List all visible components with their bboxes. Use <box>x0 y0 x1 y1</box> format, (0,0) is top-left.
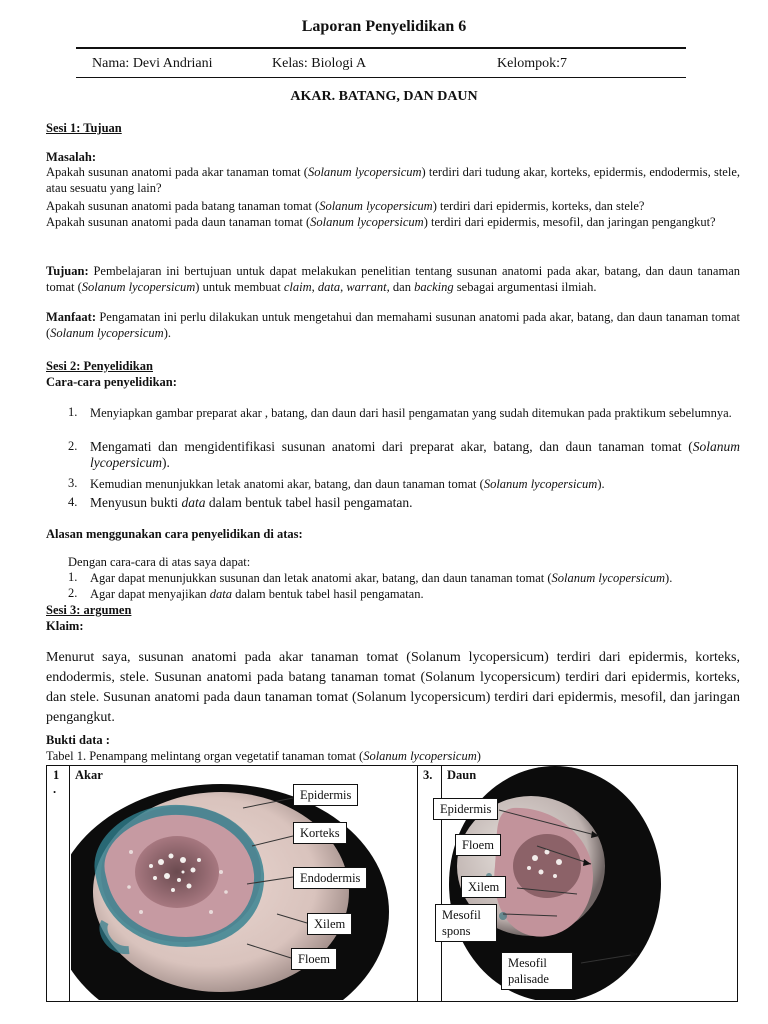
akar-header: Akar <box>75 768 103 782</box>
table-caption: Tabel 1. Penampang melintang organ vegetatif tanaman tomat (Solanum lycopersicum) <box>46 749 481 763</box>
kelompok-field: Kelompok:7 <box>497 56 567 71</box>
manfaat-paragraph <box>46 309 740 341</box>
daun-label-mesofil-spons: Mesofil spons <box>435 904 497 942</box>
alasan-text: Agar dapat menyajikan data dalam bentuk tabel hasil pengamatan. <box>90 587 424 601</box>
row-number-dot: . <box>53 782 57 796</box>
daun-label-mesofil-palisade: Mesofil palisade <box>501 952 573 990</box>
alasan-intro: Dengan cara-cara di atas saya dapat: <box>68 555 251 569</box>
step-number: 1. <box>68 405 78 419</box>
sesi1-heading: Sesi 1: Tujuan <box>46 121 122 135</box>
akar-label-endodermis: Endodermis <box>293 867 367 889</box>
klaim-text: Menurut saya, susunan anatomi pada akar tanaman tomat (Solanum lycopersicum) terdiri dari epidermis, korteks, endodermis, stele. Susunan anatomi pada batang tanaman tomat (Solanum lycopersicum) terdiri dari epidermis, korteks, dan stele. Susunan anatomi pada daun tanaman tomat (Solanum lycopersicum) terdiri dari epidermis, mesofil, dan jaringan pengangkut. <box>46 650 740 725</box>
page-title: Laporan Penyelidikan 6 <box>301 18 467 35</box>
daun-header: Daun <box>447 768 477 782</box>
manfaat-label: Manfaat: <box>46 310 96 324</box>
masalah-2: Apakah susunan anatomi pada batang tanaman tomat (Solanum lycopersicum) terdiri dari epidermis, korteks, dan stele? <box>46 199 645 213</box>
row-number: 1 <box>53 768 60 782</box>
akar-label-korteks: Korteks <box>293 822 347 844</box>
alasan-text: Agar dapat menunjukkan susunan dan letak anatomi akar, batang, dan daun tanaman tomat (Solanum lycopersicum). <box>90 571 673 585</box>
header-rule-bottom <box>76 77 686 78</box>
masalah-3: Apakah susunan anatomi pada daun tanaman tomat (Solanum lycopersicum) terdiri dari epidermis, mesofil, dan jaringan pengangkut? <box>46 215 716 229</box>
header-rule-top <box>76 47 686 49</box>
step-text: Menyiapkan gambar preparat akar , batang, dan daun dari hasil pengamatan yang sudah ditemukan pada praktikum sebelumnya. <box>90 406 732 420</box>
step-text: Menyusun bukti data dalam bentuk tabel hasil pengamatan. <box>90 495 413 510</box>
sesi2-heading: Sesi 2: Penyelidikan <box>46 359 153 373</box>
tujuan-label: Tujuan: <box>46 264 89 278</box>
kelas-field: Kelas: Biologi A <box>272 56 367 71</box>
alasan-label: Alasan menggunakan cara penyelidikan di atas: <box>46 527 303 541</box>
akar-label-xilem: Xilem <box>307 913 352 935</box>
klaim-label: Klaim: <box>46 619 84 633</box>
row-number: 3. <box>423 768 433 782</box>
step-text: Kemudian menunjukkan letak anatomi akar, batang, dan daun tanaman tomat (Solanum lycopersicum). <box>90 477 605 491</box>
tujuan-paragraph <box>46 263 740 295</box>
daun-label-floem: Floem <box>455 834 501 856</box>
evidence-table <box>46 765 738 1002</box>
akar-label-epidermis: Epidermis <box>293 784 358 806</box>
daun-label-epidermis: Epidermis <box>433 798 498 820</box>
label-leader-lines <box>47 766 737 1001</box>
manfaat-text: Pengamatan ini perlu dilakukan untuk mengetahui dan memahami susunan anatomi pada akar, batang, dan daun tanaman tomat (Solanum lycopersicum). <box>46 310 741 340</box>
tujuan-text: Pembelajaran ini bertujuan untuk dapat melakukan penelitian tentang susunan anatomi pada akar, batang, dan daun tanaman tomat (Solanum lycopersicum) untuk membuat claim, data, warrant, dan backing sebagai argumentasi ilmiah. <box>46 264 740 294</box>
sesi3-heading: Sesi 3: argumen <box>46 603 132 617</box>
step-number: 4. <box>68 495 78 509</box>
bukti-label: Bukti data : <box>46 733 110 747</box>
step-text: Mengamati dan mengidentifikasi susunan anatomi dari preparat akar, batang, dan daun tanaman tomat (Solanum lycopersicum). <box>90 439 740 470</box>
daun-label-xilem: Xilem <box>461 876 506 898</box>
akar-label-floem: Floem <box>291 948 337 970</box>
step-number: 2. <box>68 439 78 453</box>
alasan-number: 2. <box>68 586 78 600</box>
nama-field: Nama: Devi Andriani <box>92 56 213 71</box>
cara-label: Cara-cara penyelidikan: <box>46 375 177 389</box>
masalah-label: Masalah: <box>46 150 96 164</box>
report-subtitle: AKAR. BATANG, DAN DAUN <box>290 89 478 104</box>
alasan-number: 1. <box>68 570 78 584</box>
masalah-1: Apakah susunan anatomi pada akar tanaman tomat (Solanum lycopersicum) terdiri dari tudung akar, korteks, epidermis, endodermis, stele, atau sesuatu yang lain? <box>46 165 740 195</box>
step-number: 3. <box>68 476 78 490</box>
